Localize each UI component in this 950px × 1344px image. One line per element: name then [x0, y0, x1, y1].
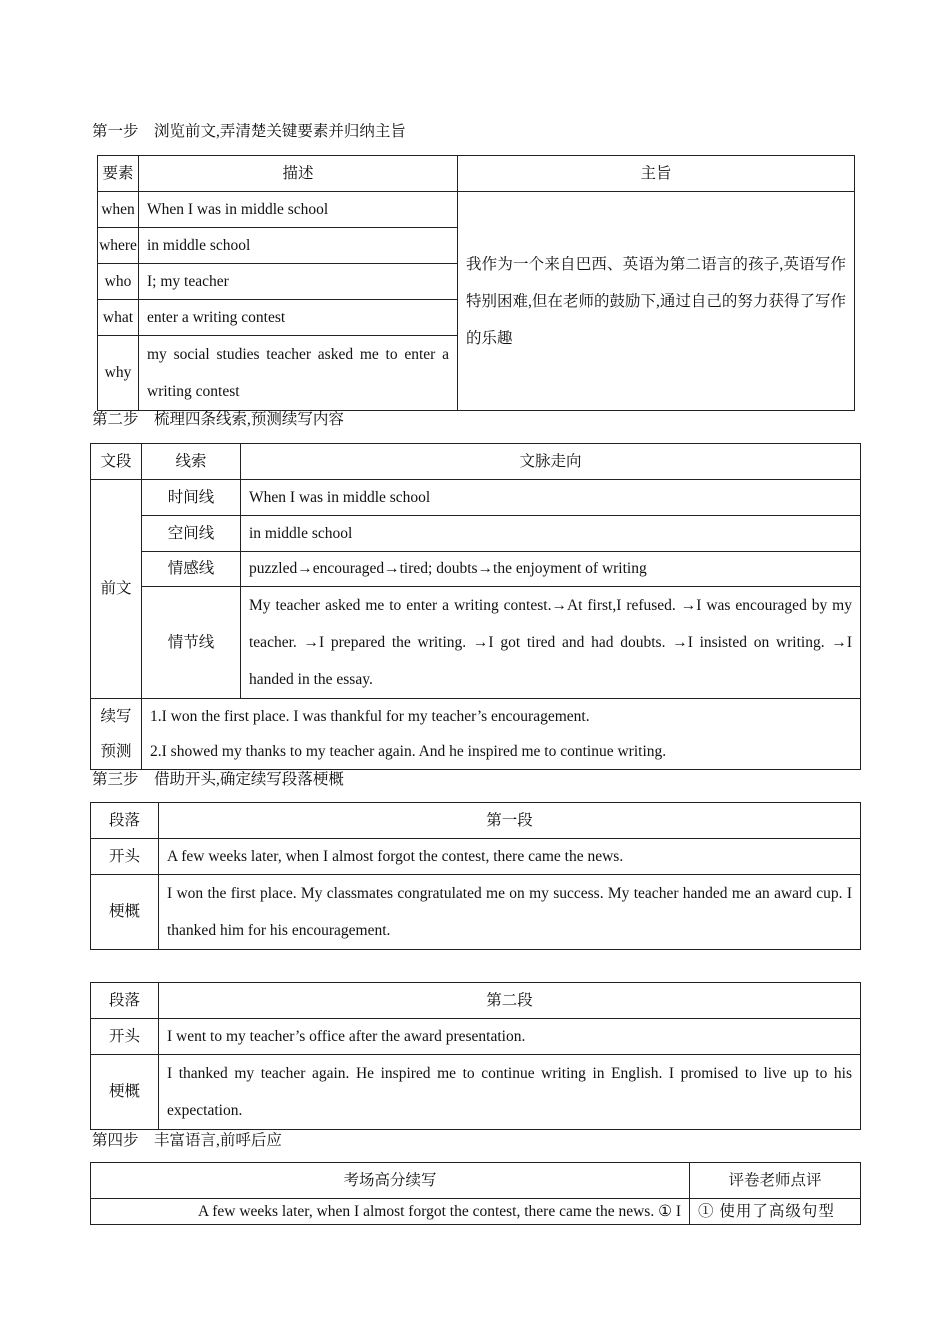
step4-comment-start: ① 使用了高级句型 [690, 1199, 861, 1225]
step1-header-element: 要素 [98, 156, 139, 192]
para2-summary: I thanked my teacher again. He inspired me to continue writing in English. I promised to live up to his expectation. [159, 1055, 861, 1130]
step2-table [90, 443, 861, 770]
step2-header-section: 文段 [91, 444, 142, 480]
step4-title: 第四步 丰富语言,前呼后应 [92, 1132, 282, 1149]
step2-clue-time-content: When I was in middle school [241, 480, 861, 516]
step4-table [90, 1162, 861, 1225]
step2-prediction-label-line2: 预测 [100, 743, 132, 760]
step2-section-label: 前文 [91, 480, 142, 699]
step1-header-description: 描述 [139, 156, 458, 192]
step1-label-when: when [98, 192, 139, 228]
step1-desc-when: When I was in middle school [139, 192, 458, 228]
para1-summary-label: 梗概 [91, 875, 159, 950]
step1-table [97, 155, 855, 411]
step1-label-who: who [98, 264, 139, 300]
step3-table-para2 [90, 982, 861, 1130]
para1-opening-label: 开头 [91, 839, 159, 875]
step1-label-why: why [98, 336, 139, 411]
step2-clue-space: 空间线 [142, 516, 241, 552]
step2-clue-plot: 情节线 [142, 587, 241, 699]
step1-label-what: what [98, 300, 139, 336]
step2-clue-space-content: in middle school [241, 516, 861, 552]
para2-header-value: 第二段 [159, 983, 861, 1019]
step2-clue-time: 时间线 [142, 480, 241, 516]
step2-title: 第二步 梳理四条线索,预测续写内容 [92, 411, 344, 428]
step1-desc-who: I; my teacher [139, 264, 458, 300]
step2-clue-plot-content: My teacher asked me to enter a writing contest.→At first,I refused. →I was encouraged by my teacher. →I prepared the writing. →I got tired and had doubts. →I insisted on writing. →I handed in the essay. [241, 587, 861, 699]
step2-prediction-label-line1: 续写 [100, 708, 132, 725]
step1-desc-where: in middle school [139, 228, 458, 264]
step4-header-comment: 评卷老师点评 [690, 1163, 861, 1199]
step4-essay-start: A few weeks later, when I almost forgot the contest, there came the news. ① I [91, 1199, 690, 1225]
step2-prediction [142, 699, 861, 770]
para1-opening: A few weeks later, when I almost forgot the contest, there came the news. [159, 839, 861, 875]
step1-desc-what: enter a writing contest [139, 300, 458, 336]
para2-opening: I went to my teacher’s office after the award presentation. [159, 1019, 861, 1055]
step2-clue-emotion: 情感线 [142, 552, 241, 587]
step2-clue-emotion-content: puzzled→encouraged→tired; doubts→the enjoyment of writing [241, 552, 861, 587]
para1-header-label: 段落 [91, 803, 159, 839]
step1-desc-why: my social studies teacher asked me to enter a writing contest [139, 336, 458, 411]
step1-label-where: where [98, 228, 139, 264]
step3-table-para1 [90, 802, 861, 950]
step2-prediction-label [91, 699, 142, 770]
step2-prediction-2: 2.I showed my thanks to my teacher again. And he inspired me to continue writing. [150, 743, 667, 760]
para1-summary: I won the first place. My classmates congratulated me on my success. My teacher handed me an award cup. I thanked him for his encouragement. [159, 875, 861, 950]
para2-opening-label: 开头 [91, 1019, 159, 1055]
step2-header-flow: 文脉走向 [241, 444, 861, 480]
step3-title: 第三步 借助开头,确定续写段落梗概 [92, 771, 344, 788]
step1-theme: 我作为一个来自巴西、英语为第二语言的孩子,英语写作特别困难,但在老师的鼓励下,通过自己的努力获得了写作的乐趣 [458, 192, 855, 411]
para2-summary-label: 梗概 [91, 1055, 159, 1130]
para1-header-value: 第一段 [159, 803, 861, 839]
step1-header-theme: 主旨 [458, 156, 855, 192]
step4-header-essay: 考场高分续写 [91, 1163, 690, 1199]
step1-title: 第一步 浏览前文,弄清楚关键要素并归纳主旨 [92, 123, 406, 140]
step2-header-clue: 线索 [142, 444, 241, 480]
para2-header-label: 段落 [91, 983, 159, 1019]
step2-prediction-1: 1.I won the first place. I was thankful for my teacher’s encouragement. [150, 708, 590, 725]
